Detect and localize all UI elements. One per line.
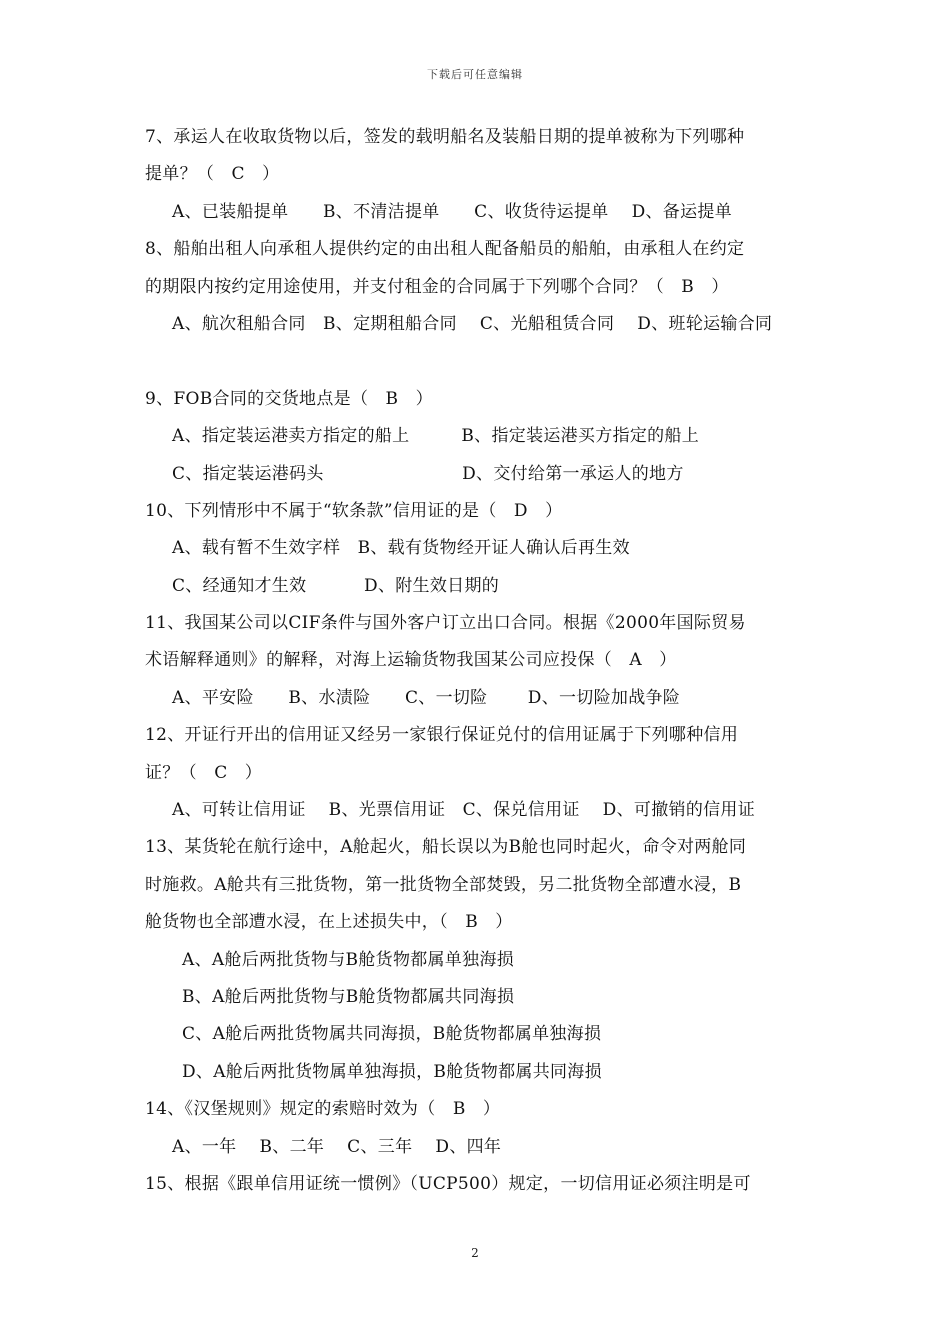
question-text-line: 8、船舶出租人向承租人提供约定的由出租人配备船员的船舶，由承租人在约定 [145,239,745,260]
question-text-line: 舱货物也全部遭水浸，在上述损失中，（ B ） [145,912,513,933]
question-text-line: 时施救。A舱共有三批货物，第一批货物全部焚毁，另二批货物全部遭水浸，B [145,874,742,895]
option-line: A、已装船提单 B、不清洁提单 C、收货待运提单 D、备运提单 [172,201,733,222]
question-text-line: 12、开证行开出的信用证又经另一家银行保证兑付的信用证属于下列哪种信用 [145,725,739,746]
question-text-line: 10、下列情形中不属于“软条款”信用证的是（ D ） [145,500,563,521]
option-line: A、指定装运港卖方指定的船上 B、指定装运港买方指定的船上 [172,426,700,447]
option-line: A、A舱后两批货物与B舱货物都属单独海损 [182,949,515,970]
question-text-line: 11、我国某公司以CIF条件与国外客户订立出口合同。根据《2000年国际贸易 [145,613,746,634]
question-text-line: 术语解释通则》的解释，对海上运输货物我国某公司应投保（ A ） [145,650,677,671]
page-header: 下载后可任意编辑 [427,68,523,81]
blank-line [145,343,810,380]
page-number: 2 [471,1246,479,1260]
question-text-line: 7、承运人在收取货物以后，签发的载明船名及装船日期的提单被称为下列哪种 [145,127,745,147]
question-text-line: 14、《汉堡规则》规定的索赔时效为（ B ） [145,1099,501,1120]
option-line: A、航次租船合同 B、定期租船合同 C、光船租赁合同 D、班轮运输合同 [172,313,773,334]
question-text-line: 提单？（ C ） [145,164,280,185]
option-line: A、平安险 B、水渍险 C、一切险 D、一切险加战争险 [172,687,681,708]
option-line: A、可转让信用证 B、光票信用证 C、保兑信用证 D、可撤销的信用证 [172,800,756,821]
question-text-line: 证？（ C ） [145,762,263,783]
option-line: A、一年 B、二年 C、三年 D、四年 [172,1136,502,1157]
option-line: C、A舱后两批货物属共同海损，B舱货物都属单独海损 [182,1024,602,1045]
option-line: A、载有暂不生效字样 B、载有货物经开证人确认后再生效 [172,538,630,559]
option-line: C、经通知才生效 D、附生效日期的 [172,575,500,596]
question-text-line: 15、根据《跟单信用证统一惯例》（UCP500）规定，一切信用证必须注明是可 [145,1173,751,1194]
question-text-line: 13、某货轮在航行途中，A舱起火，船长误以为B舱也同时起火，命令对两舱同 [145,837,747,858]
option-line: B、A舱后两批货物与B舱货物都属共同海损 [182,986,515,1007]
option-line: C、指定装运港码头 D、交付给第一承运人的地方 [172,463,684,484]
question-text-line: 9、FOB合同的交货地点是（ B ） [145,388,433,409]
document-body [145,119,810,1203]
question-text-line: 的期限内按约定用途使用，并支付租金的合同属于下列哪个合同？（ B ） [145,276,729,297]
option-line: D、A舱后两批货物属单独海损，B舱货物都属共同海损 [182,1061,602,1082]
